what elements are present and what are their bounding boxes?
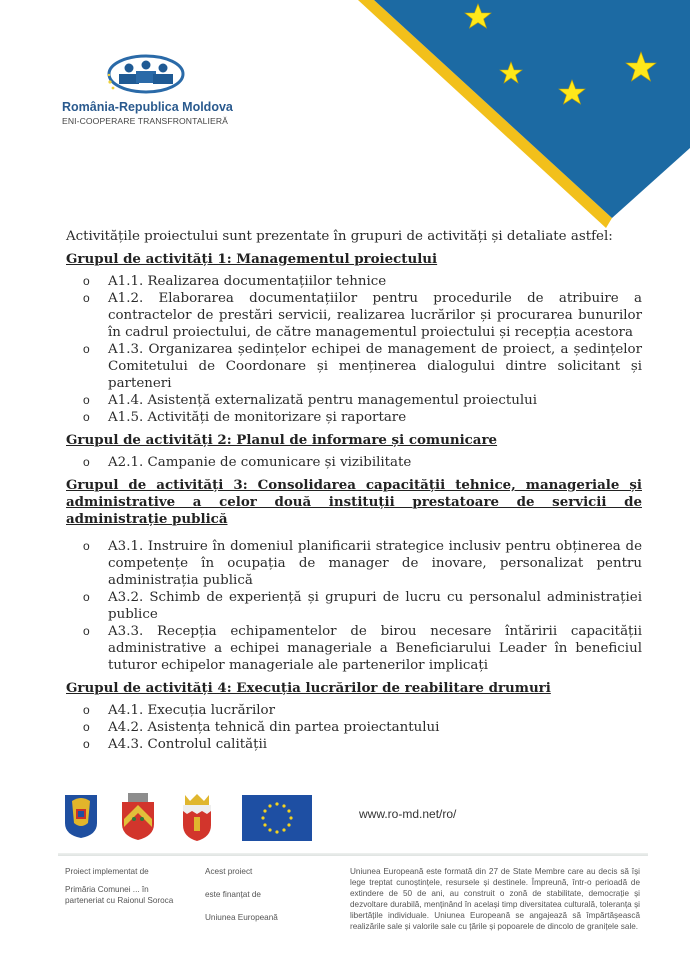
list-item: o A4.2. Asistența tehnică din partea proiectantului xyxy=(108,719,642,736)
footer-divider xyxy=(58,853,648,856)
activity-list xyxy=(66,702,642,753)
funding-info xyxy=(205,866,315,923)
eu-flag-icon xyxy=(242,795,312,841)
program-subtitle: ENI-COOPERARE TRANSFRONTALIERĂ xyxy=(62,116,228,126)
activity-list xyxy=(66,538,642,674)
funding-line-3: Uniunea Europeană xyxy=(205,913,278,922)
intro-text: Activitățile proiectului sunt prezentate în grupuri de activități și detaliate astfel: xyxy=(66,229,613,244)
romania-coat-of-arms-icon xyxy=(64,793,98,839)
list-item: o A4.3. Controlul calității xyxy=(108,736,642,753)
list-item: o A1.4. Asistență externalizată pentru managementul proiectului xyxy=(108,392,642,409)
group-title: Grupul de activități 3: Consolidarea capacității tehnice, manageriale și administrative a celor două instituții prestatoare de servicii de administrație publică xyxy=(66,477,642,527)
eu-disclaimer: Uniunea Europeană este formată din 27 de State Membre care au decis să își lege treptat cunoștințele, resursele și destinele. Împreună, într-o perioadă de extindere de 50 de ani, au construit o zonă de stabilitate, democrație și dezvoltare durabilă, menținând în același timp diversitatea culturală, toleranța și libertățile individuale. Uniunea Europeană se angajează să împărtășească realizările sale și valorile sale cu țările și popoarele de dincolo de granițele sale. xyxy=(350,867,640,931)
group-title: Grupul de activități 1: Managementul proiectului xyxy=(66,251,438,267)
eu-stars-banner xyxy=(350,0,699,230)
activity-list xyxy=(66,273,642,426)
funding-line-1: Acest proiect xyxy=(205,867,253,876)
group-title: Grupul de activități 2: Planul de informare și comunicare xyxy=(66,432,498,448)
activity-group-1 xyxy=(66,251,642,426)
activity-group-2 xyxy=(66,432,642,471)
program-website-link[interactable]: www.ro-md.net/ro/ xyxy=(359,807,457,821)
soroca-coat-of-arms-icon xyxy=(180,793,214,843)
implementer-label: Proiect implementat de xyxy=(65,867,149,876)
list-item: o A1.5. Activități de monitorizare și raportare xyxy=(108,409,642,426)
implementer-name: Primăria Comunei ... în parteneriat cu Raionul Soroca xyxy=(65,885,174,905)
partner-logos xyxy=(60,793,660,843)
cooperation-people-icon xyxy=(106,52,186,96)
activity-list xyxy=(66,454,642,471)
group-title: Grupul de activități 4: Execuția lucrărilor de reabilitare drumuri xyxy=(66,680,551,696)
activity-group-4 xyxy=(66,680,642,753)
list-item: o A3.3. Recepția echipamentelor de birou necesare întăririi capacității administrative a echipei manageriale a Beneficiarului Leader în beneficiul tuturor echipelor manageriale ale partenerilor implicați xyxy=(108,623,642,674)
program-title: România-Republica Moldova xyxy=(62,100,233,114)
list-item: o A3.2. Schimb de experiență și grupuri de lucru cu personalul administrației publice xyxy=(108,589,642,623)
commune-coat-of-arms-icon xyxy=(120,793,156,841)
list-item: o A3.1. Instruire în domeniul planificarii strategice inclusiv pentru obținerea de competențe în ocupația de manager de inovare, personalizat pentru administrația publică xyxy=(108,538,642,589)
list-item: o A1.1. Realizarea documentațiilor tehnice xyxy=(108,273,642,290)
list-item: o A1.3. Organizarea ședințelor echipei de management de proiect, a ședințelor Comitetului de Coordonare și menținerea dialogului dintre solicitant și parteneri xyxy=(108,341,642,392)
document-body xyxy=(66,228,642,759)
list-item: o A4.1. Execuția lucrărilor xyxy=(108,702,642,719)
funding-line-2: este finanțat de xyxy=(205,890,261,899)
list-item: o A1.2. Elaborarea documentațiilor pentru procedurile de atribuire a contractelor de prestări servicii, realizarea lucrărilor și procurarea bunurilor în cadrul proiectului, de către managementul proiectului și recepția acestora xyxy=(108,290,642,341)
implementer-info xyxy=(65,866,190,906)
list-item: o A2.1. Campanie de comunicare și vizibilitate xyxy=(108,454,642,471)
activity-group-3 xyxy=(66,477,642,674)
